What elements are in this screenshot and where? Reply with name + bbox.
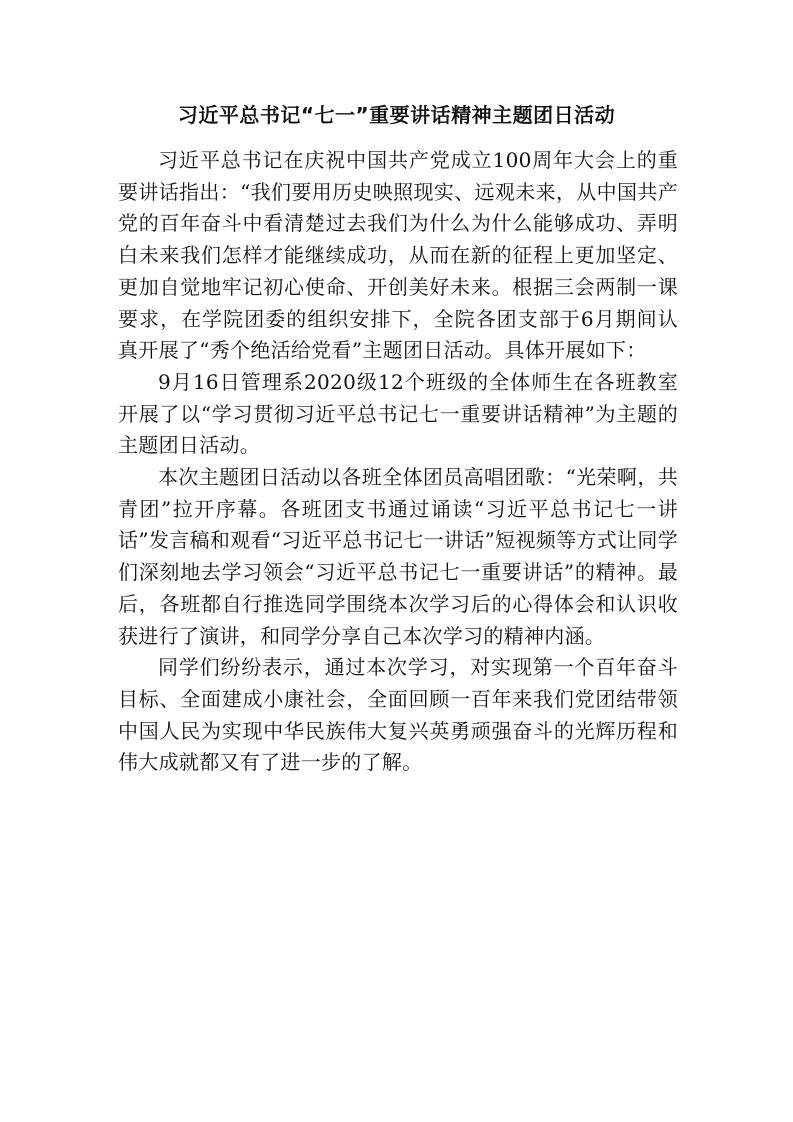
document-title: 习近平总书记“七一”重要讲话精神主题团日活动 (177, 103, 616, 127)
document-body (118, 145, 678, 779)
paragraph-intro: 习近平总书记在庆祝中国共产党成立100周年大会上的重要讲话指出：“我们要用历史映照现实、远观未来，从中国共产党的百年奋斗中看清楚过去我们为什么为什么能够成功、弄明白未来我们怎样才能继续成功，从而在新的征程上更加坚定、更加自觉地牢记初心使命、开创美好未来。根据三会两制一课要求，在学院团委的组织安排下，全院各团支部于6月期间认真开展了“秀个绝活给党看”主题团日活动。具体开展如下： (118, 148, 678, 363)
paragraph-event-date: 9月16日管理系2020级12个班级的全体师生在各班教室开展了以“学习贯彻习近平总书记七一重要讲话精神”为主题的主题团日活动。 (118, 369, 678, 458)
paragraph-activity: 本次主题团日活动以各班全体团员高唱团歌：“光荣啊，共青团”拉开序幕。各班团支书通过诵读“习近平总书记七一讲话”发言稿和观看“习近平总书记七一讲话”短视频等方式让同学们深刻地去学习领会“习近平总书记七一重要讲话”的精神。最后，各班都自行推选同学围绕本次学习后的心得体会和认识收获进行了演讲，和同学分享自己本次学习的精神内涵。 (118, 465, 678, 648)
paragraph-conclusion: 同学们纷纷表示，通过本次学习，对实现第一个百年奋斗目标、全面建成小康社会，全面回顾一百年来我们党团结带领中国人民为实现中华民族伟大复兴英勇顽强奋斗的光辉历程和伟大成就都又有了进一步的了解。 (118, 655, 678, 775)
